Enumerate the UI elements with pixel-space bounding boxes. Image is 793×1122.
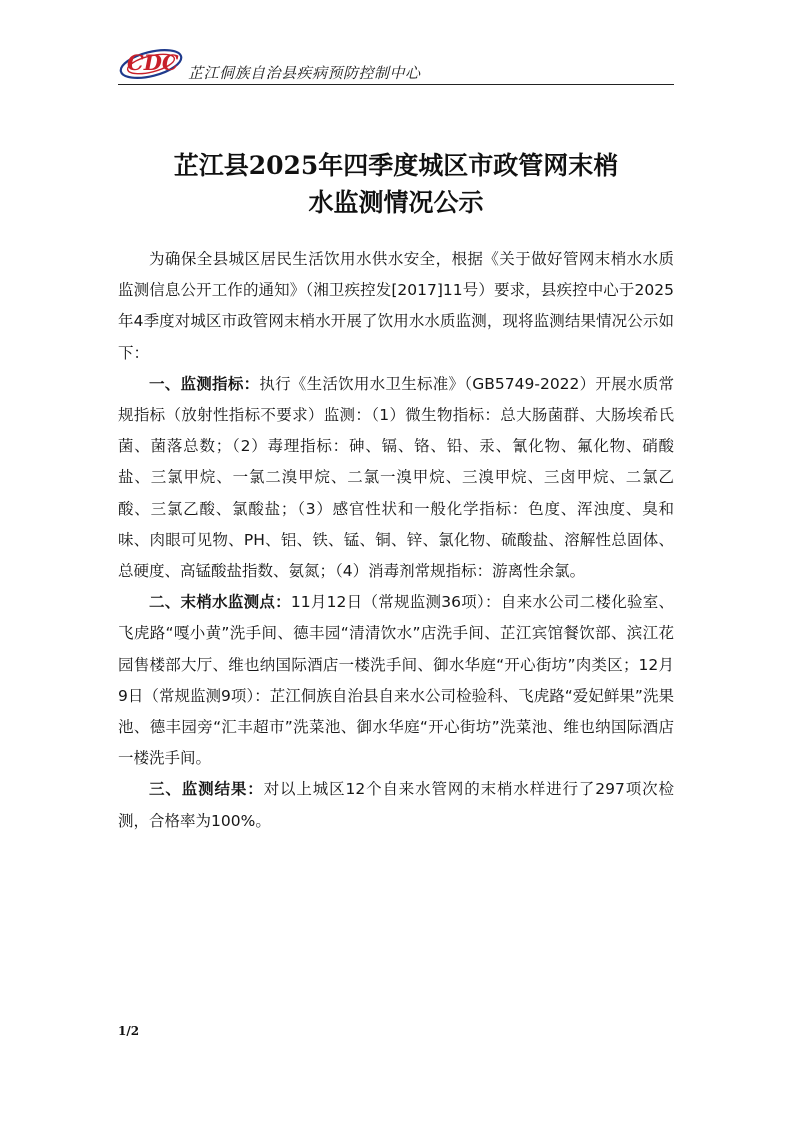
document-body: [118, 244, 674, 837]
header-divider: [118, 84, 674, 85]
header-org-name: 芷江侗族自治县疾病预防控制中心: [188, 64, 421, 82]
page-number: 1/2: [118, 1024, 140, 1038]
document-title: [118, 147, 674, 221]
title-line-2: 水监测情况公示: [308, 187, 484, 217]
section-3-paragraph: [118, 774, 674, 836]
intro-paragraph: 为确保全县城区居民生活饮用水供水安全，根据《关于做好管网末梢水水质监测信息公开工作的通知》（湘卫疾控发[2017]11号）要求，县疾控中心于2025年4季度对城区市政管网末梢水开展了饮用水水质监测，现将监测结果情况公示如下：: [118, 250, 674, 362]
section-2-text: 11月12日（常规监测36项）：自来水公司二楼化验室、飞虎路“嘎小黄”洗手间、德丰园“清清饮水”店洗手间、芷江宾馆餐饮部、滨江花园售楼部大厅、维也纳国际酒店一楼洗手间、御水华庭“开心街坊”肉类区；12月9日（常规监测9项）：芷江侗族自治县自来水公司检验科、飞虎路“爱妃鲜果”洗果池、德丰园旁“汇丰超市”洗菜池、御水华庭“开心街坊”洗菜池、维也纳国际酒店一楼洗手间。: [118, 593, 674, 768]
section-2-paragraph: [118, 587, 674, 774]
section-1-text: 执行《生活饮用水卫生标准》（GB5749-2022）开展水质常规指标（放射性指标不要求）监测：（1）微生物指标：总大肠菌群、大肠埃希氏菌、菌落总数；（2）毒理指标：砷、镉、铬、铅、汞、氰化物、氟化物、硝酸盐、三氯甲烷、一氯二溴甲烷、二氯一溴甲烷、三溴甲烷、三卤甲烷、二氯乙酸、三氯乙酸、氯酸盐；（3）感官性状和一般化学指标：色度、浑浊度、臭和味、肉眼可见物、PH、铝、铁、锰、铜、锌、氯化物、硫酸盐、溶解性总固体、总硬度、高锰酸盐指数、氨氮；（4）消毒剂常规指标：游离性余氯。: [118, 374, 674, 581]
page-header: [118, 40, 674, 90]
title-line-1: 芷江县2025年四季度城区市政管网末梢: [173, 150, 619, 180]
logo-text: CDC: [127, 50, 179, 75]
cdc-logo: [118, 40, 190, 84]
section-2-heading: 二、末梢水监测点：: [149, 593, 291, 612]
section-3-text: 对以上城区12个自来水管网的末梢水样进行了297项次检测，合格率为100%。: [118, 780, 674, 830]
section-1-heading: 一、监测指标：: [149, 374, 260, 393]
section-3-heading: 三、监测结果：: [149, 780, 264, 799]
section-1-paragraph: [118, 369, 674, 587]
